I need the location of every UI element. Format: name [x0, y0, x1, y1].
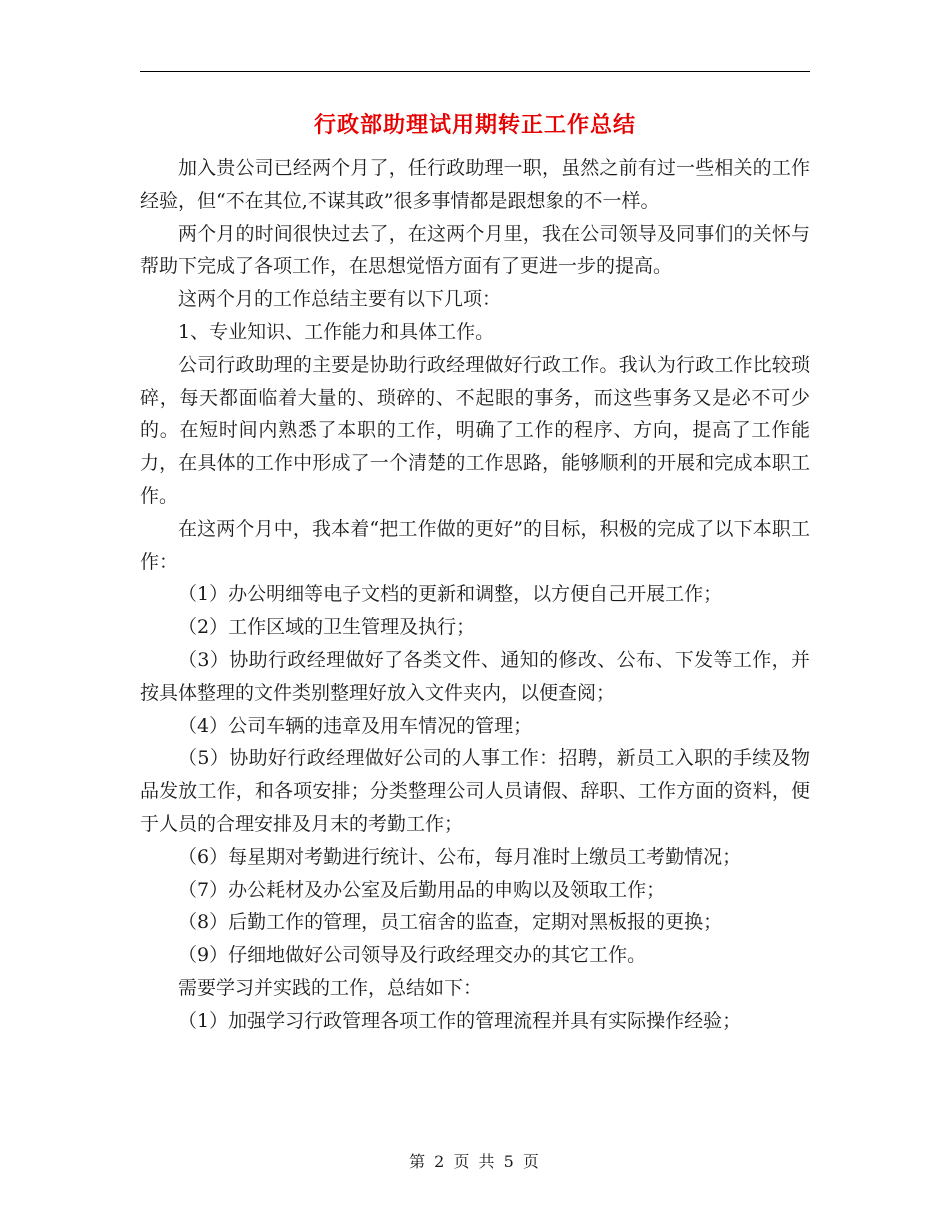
- paragraph: 1、专业知识、工作能力和具体工作。: [178, 320, 495, 343]
- document-title: 行政部助理试用期转正工作总结: [313, 112, 636, 138]
- list-item: （5）协助好行政经理做好公司的人事工作：招聘，新员工入职的手续及物品发放工作，和各项安排；分类整理公司人员请假、辞职、工作方面的资料，便于人员的合理安排及月末的考勤工作；: [140, 747, 810, 835]
- list-item: （1）办公明细等电子文档的更新和调整，以方便自己开展工作；: [178, 583, 723, 606]
- list-item: （3）协助行政经理做好了各类文件、通知的修改、公布、下发等工作，并按具体整理的文件类别整理好放入文件夹内，以便查阅；: [140, 648, 810, 704]
- page-number-footer: 第 2 页 共 5 页: [409, 1152, 541, 1171]
- list-item: （1）加强学习行政管理各项工作的管理流程并具有实际操作经验；: [178, 1009, 742, 1032]
- paragraph: 两个月的时间很快过去了，在这两个月里，我在公司领导及同事们的关怀与帮助下完成了各项工作，在思想觉悟方面有了更进一步的提高。: [140, 222, 810, 278]
- paragraph: 在这两个月中，我本着“把工作做的更好”的目标，积极的完成了以下本职工作：: [140, 517, 810, 573]
- paragraph: 这两个月的工作总结主要有以下几项：: [178, 288, 502, 311]
- paragraph: 需要学习并实践的工作，总结如下：: [178, 976, 483, 999]
- header-rule: [140, 71, 810, 72]
- list-item: （9）仔细地做好公司领导及行政经理交办的其它工作。: [178, 944, 647, 967]
- list-item: （7）办公耗材及办公室及后勤用品的申购以及领取工作；: [178, 878, 666, 901]
- list-item: （6）每星期对考勤进行统计、公布，每月准时上缴员工考勤情况；: [178, 845, 742, 868]
- list-item: （8）后勤工作的管理，员工宿舍的监查，定期对黑板报的更换；: [178, 911, 723, 934]
- list-item: （2）工作区域的卫生管理及执行；: [178, 616, 476, 639]
- paragraph: 公司行政助理的主要是协助行政经理做好行政工作。我认为行政工作比较琐碎，每天都面临着大量的、琐碎的、不起眼的事务，而这些事务又是必不可少的。在短时间内熟悉了本职的工作，明确了工作的程序、方向，提高了工作能力，在具体的工作中形成了一个清楚的工作思路，能够顺利的开展和完成本职工作。: [140, 353, 810, 507]
- list-item: （4）公司车辆的违章及用车情况的管理；: [178, 714, 533, 737]
- paragraph: 加入贵公司已经两个月了，任行政助理一职，虽然之前有过一些相关的工作经验，但“不在其位,不谋其政”很多事情都是跟想象的不一样。: [140, 157, 810, 212]
- document-body: [140, 152, 810, 1038]
